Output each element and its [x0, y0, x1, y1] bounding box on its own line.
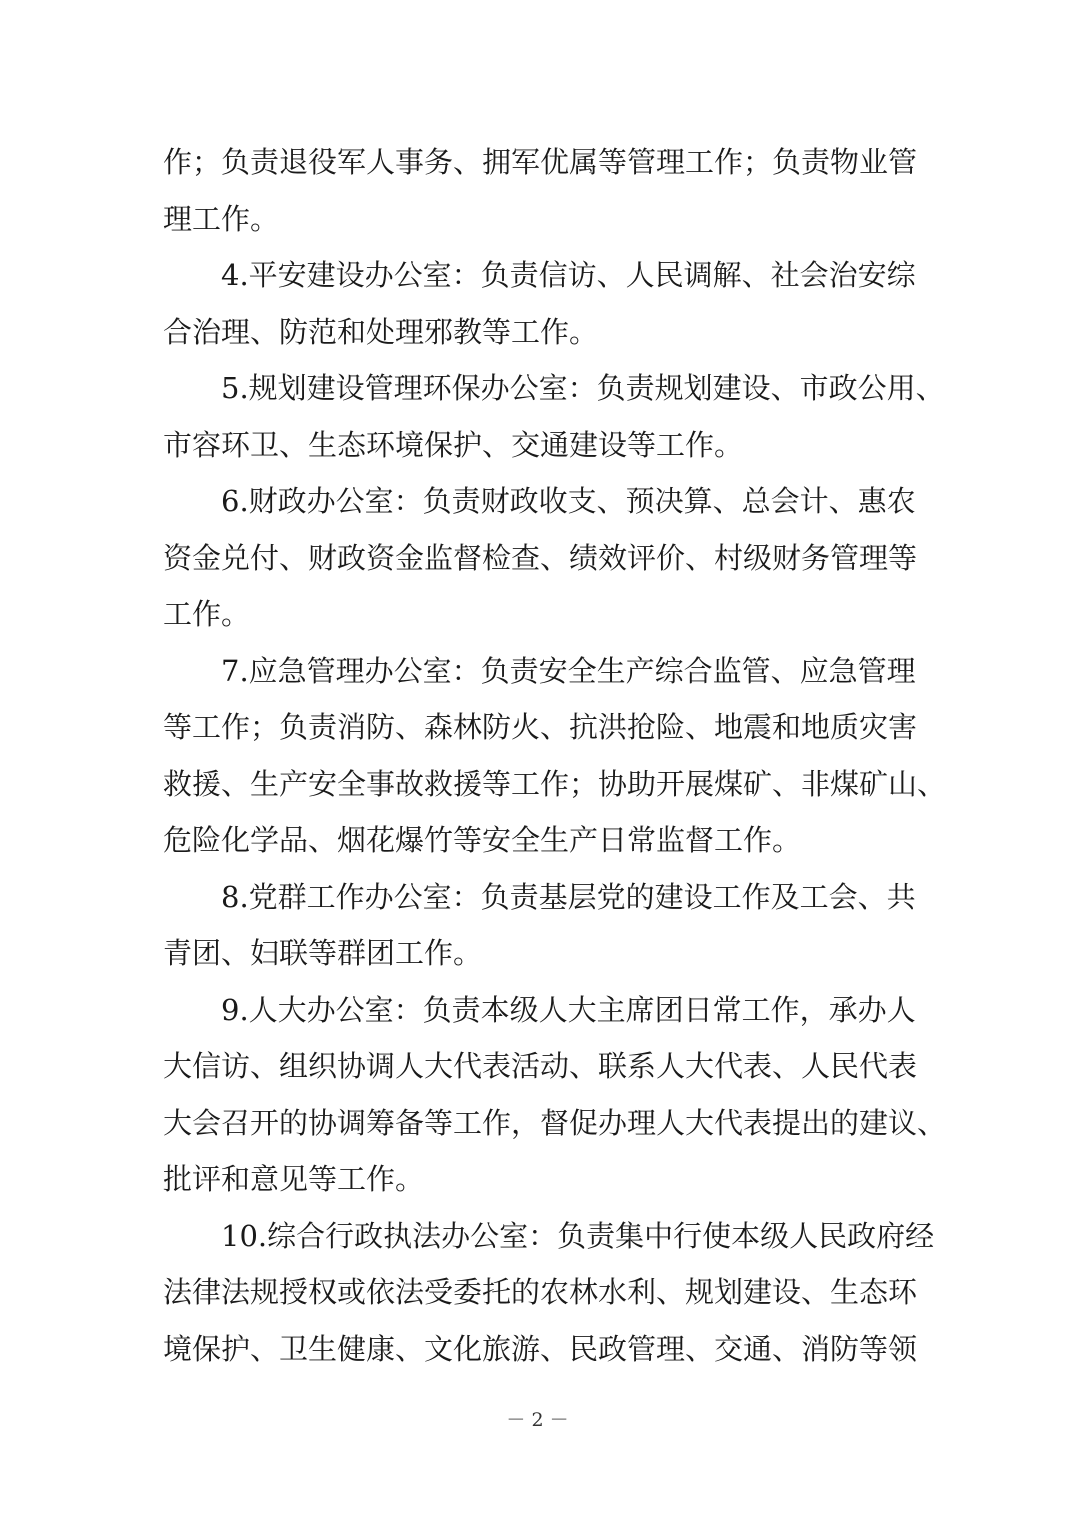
- text-line: 资金兑付、财政资金监督检查、绩效评价、村级财务管理等: [163, 540, 918, 575]
- text-line: 危险化学品、烟花爆竹等安全生产日常监督工作。: [163, 823, 802, 857]
- text-line: 工作。: [163, 597, 251, 631]
- text-line: 市容环卫、生态环境保护、交通建设等工作。: [163, 427, 744, 462]
- page-number: － 2 －: [506, 1409, 569, 1431]
- paragraph-8-line: 8.党群工作办公室：负责基层党的建设工作及工会、共: [221, 879, 916, 914]
- paragraph-6-line: 6.财政办公室：负责财政收支、预决算、总会计、惠农: [221, 484, 916, 518]
- text-line: 合治理、防范和处理邪教等工作。: [163, 314, 599, 349]
- text-line: 大信访、组织协调人大代表活动、联系人大代表、人民代表: [163, 1049, 918, 1083]
- paragraph-9-line: 9.人大办公室：负责本级人大主席团日常工作，承办人: [221, 992, 916, 1027]
- text-line: 批评和意见等工作。: [163, 1162, 425, 1196]
- text-line: 青团、妇联等群团工作。: [163, 936, 483, 970]
- text-line: 法律法规授权或依法受委托的农林水利、规划建设、生态环: [163, 1275, 918, 1309]
- paragraph-5-line: 5.规划建设管理环保办公室：负责规划建设、市政公用、: [221, 371, 945, 405]
- text-line: 境保护、卫生健康、文化旅游、民政管理、交通、消防等领: [163, 1331, 918, 1366]
- text-line: 救援、生产安全事故救援等工作；协助开展煤矿、非煤矿山、: [163, 766, 947, 801]
- text-line: 理工作。: [163, 201, 280, 236]
- body-text: [163, 134, 947, 1377]
- paragraph-10-line: 10.综合行政执法办公室：负责集中行使本级人民政府经: [221, 1218, 935, 1253]
- paragraph-4-line: 4.平安建设办公室：负责信访、人民调解、社会治安综: [221, 258, 916, 292]
- text-line: 等工作；负责消防、森林防火、抗洪抢险、地震和地质灾害: [163, 710, 918, 744]
- text-line: 作；负责退役军人事务、拥军优属等管理工作；负责物业管: [163, 145, 918, 179]
- text-line: 大会召开的协调筹备等工作，督促办理人大代表提出的建议、: [163, 1105, 947, 1140]
- paragraph-7-line: 7.应急管理办公室：负责安全生产综合监管、应急管理: [221, 653, 916, 688]
